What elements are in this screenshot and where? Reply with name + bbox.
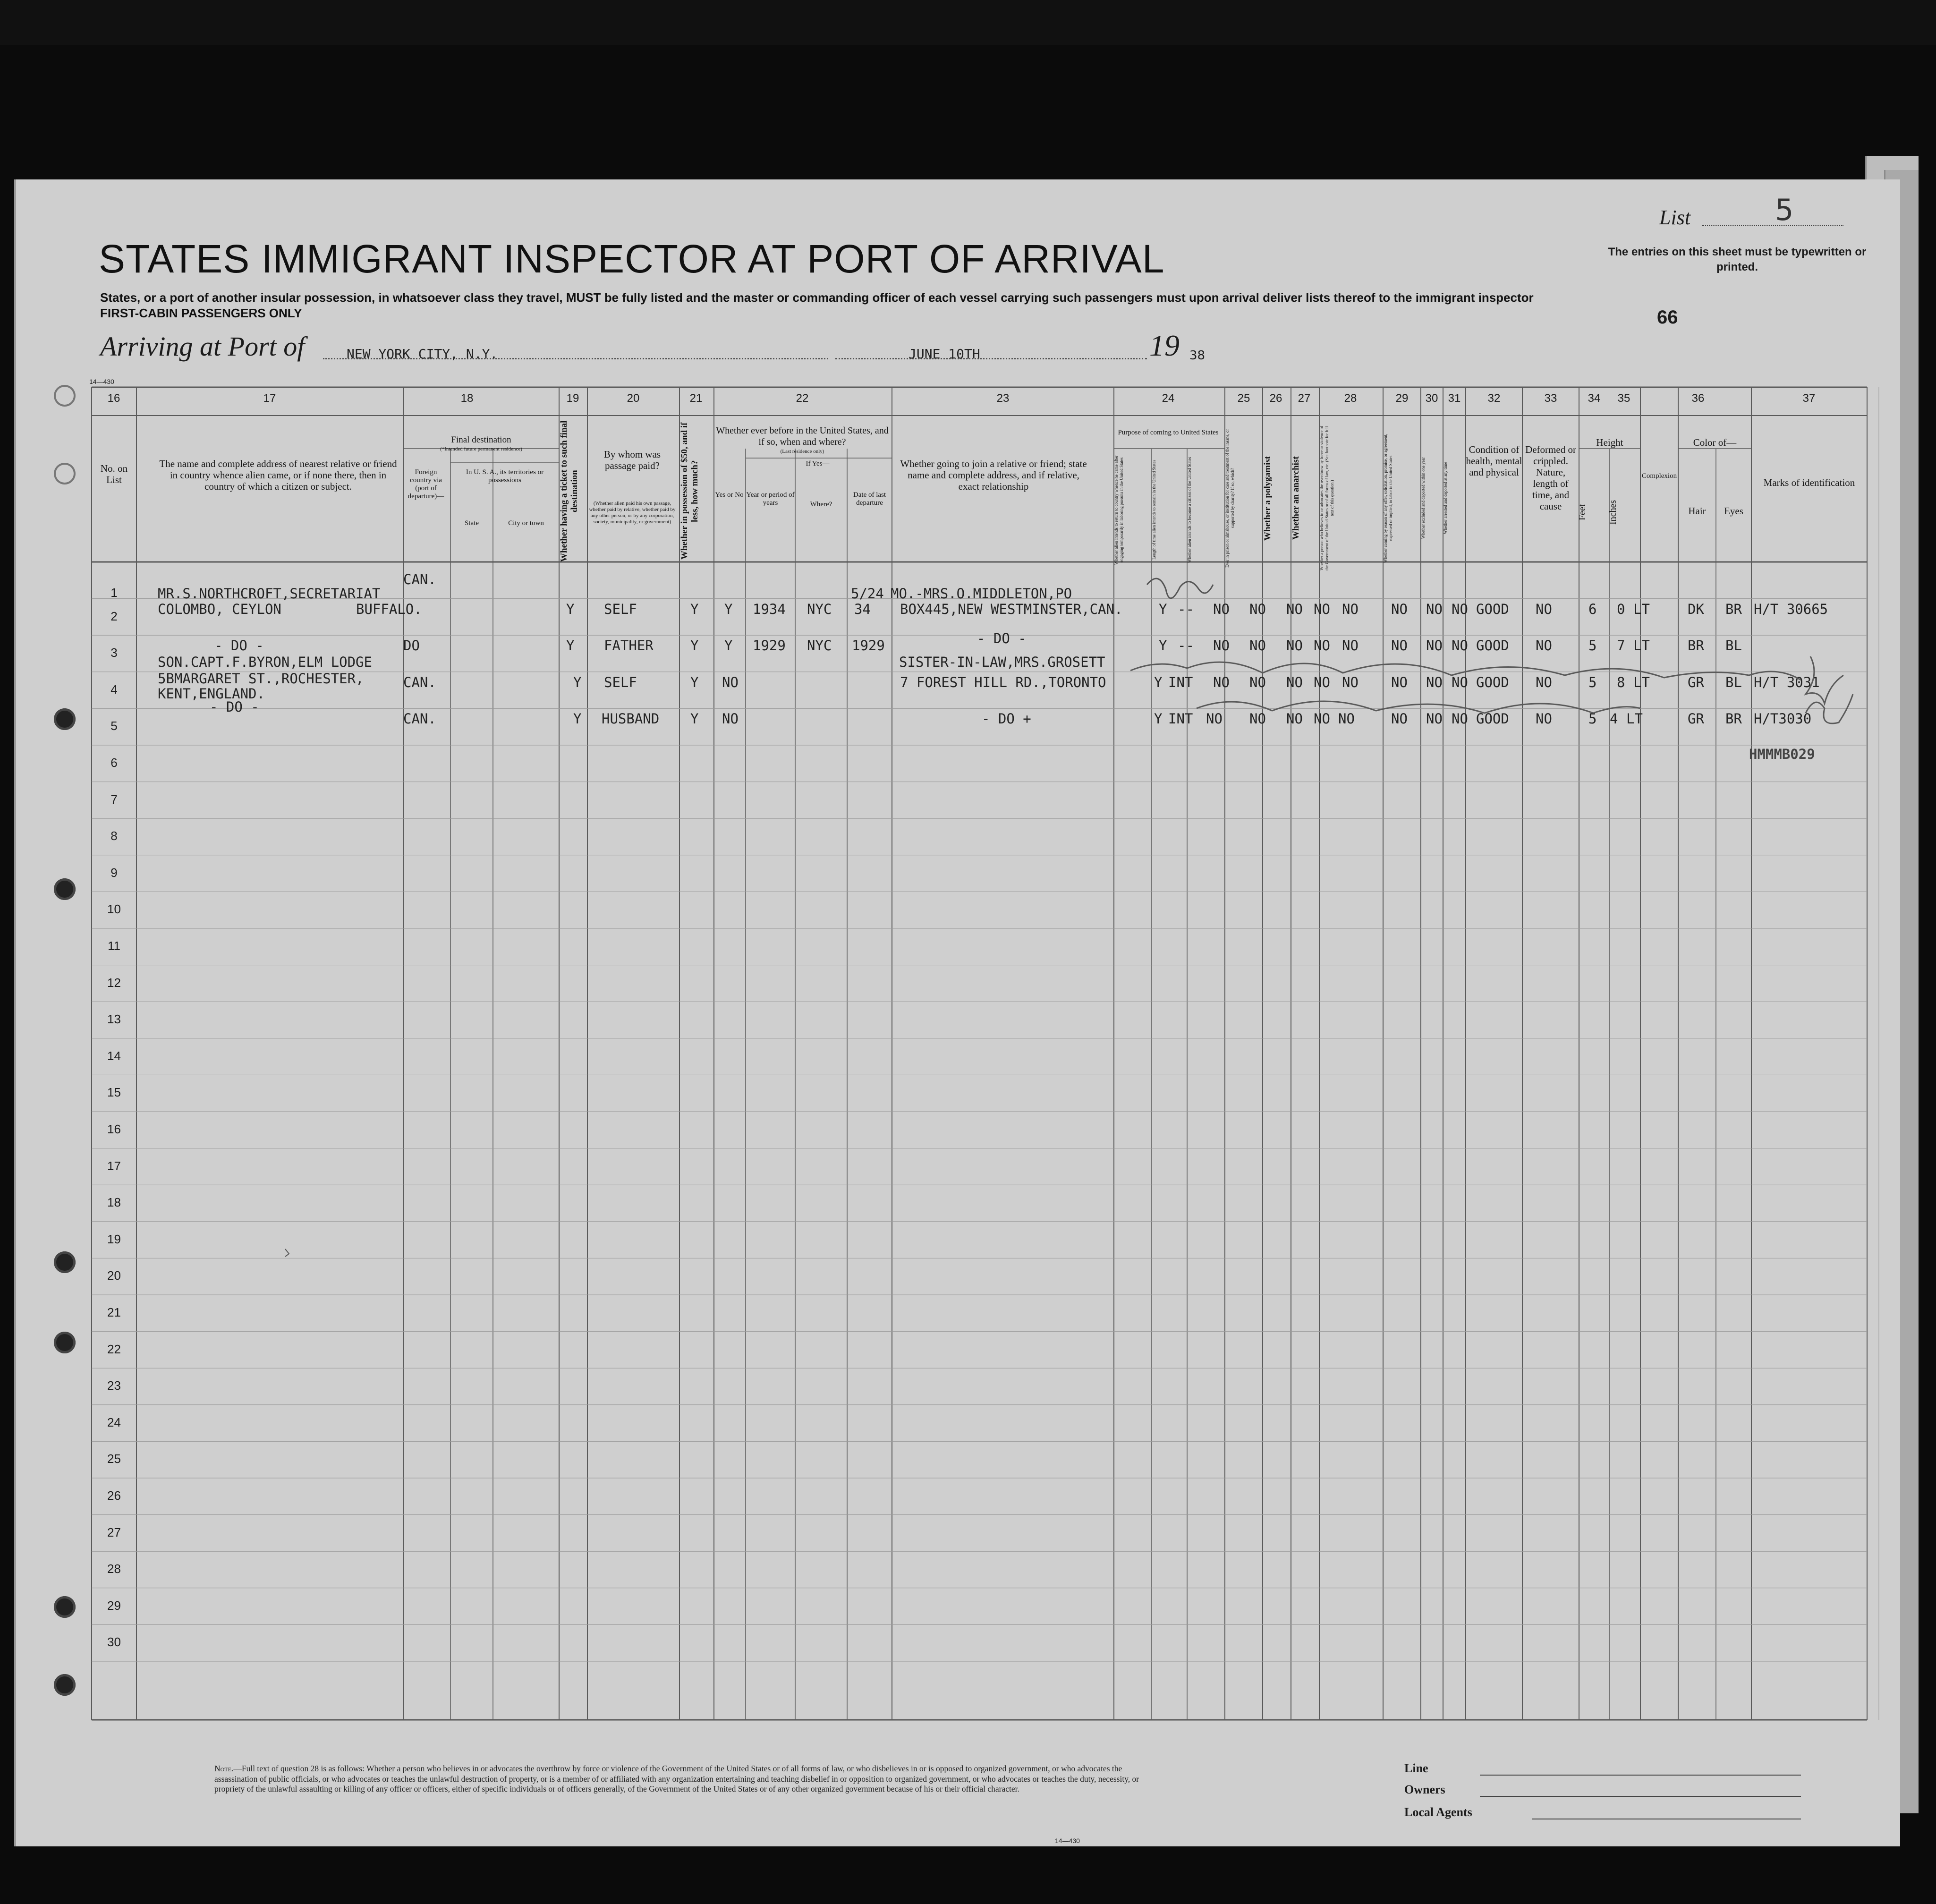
signature-line-rule <box>1480 1775 1801 1776</box>
header-if-yes: If Yes— <box>806 460 830 468</box>
row4-c30: NO <box>1426 711 1443 727</box>
row2-c26: NO <box>1286 638 1303 654</box>
row4-before: NO <box>722 711 739 727</box>
row4-foreign-country: CAN. <box>403 711 436 727</box>
row-number: 26 <box>107 1488 121 1503</box>
row4-marks: H/T3030 <box>1754 711 1812 727</box>
row-number: 13 <box>107 1012 121 1027</box>
row-number: 30 <box>107 1635 121 1649</box>
row1-c26: NO <box>1286 601 1303 617</box>
signature-line-label: Line <box>1404 1761 1428 1775</box>
footnote-question-28 <box>214 1764 1159 1794</box>
row2-c28: NO <box>1342 638 1359 654</box>
row2-c31: NO <box>1452 638 1468 654</box>
row-number: 19 <box>107 1232 121 1246</box>
header-no-on-list: No. on List <box>100 463 128 485</box>
header-purpose-c: Whether alien intends to become a citizen of the United States <box>1187 457 1192 563</box>
row3-c26: NO <box>1286 674 1303 690</box>
column-number: 21 <box>689 392 703 405</box>
row4-complexion: LT <box>1626 711 1643 727</box>
page-title: STATES IMMIGRANT INSPECTOR AT PORT OF ARRIVAL <box>99 237 1165 281</box>
column-number: 24 <box>1162 392 1175 405</box>
column-number: 27 <box>1298 392 1311 405</box>
row2-c30: NO <box>1426 638 1443 654</box>
row1-c29: NO <box>1391 601 1408 617</box>
column-number: 31 <box>1448 392 1461 405</box>
row1-depart-1: 5/24 <box>851 586 884 602</box>
port-value: NEW YORK CITY, N.Y. <box>347 346 498 362</box>
row-number: 12 <box>107 975 121 990</box>
row1-c25: NO <box>1249 601 1266 617</box>
column-number: 29 <box>1395 392 1409 405</box>
row4-eyes: BR <box>1725 711 1742 727</box>
header-before-note: (Last residence only) <box>780 449 824 454</box>
footnote-text: —Full text of question 28 is as follows: Whether a person who believes in or advocates the overthrow by force or violence of the Government of the United States or of all forms of law, or who disbelieves in or is opposed to organized government, or who advocates the assassination of public officials, or who advocates or teaches the unlawful destruction of property, or is a member of or affiliated with any organization entertaining and teaching disbelief in or opposition to organized government, or who advocates or teaches the duty, necessity, or propriety of the unlawful assaulting or killing of any officer or officers, either of specific individuals or of officers generally, of the Government of the United States or of any other organized government because of his or their official character. <box>214 1764 1139 1794</box>
row3-paid: SELF <box>604 674 637 690</box>
row-number: 10 <box>107 902 121 917</box>
row3-money: Y <box>690 674 699 690</box>
row3-purpose-b: INT <box>1168 674 1193 690</box>
row4-ticket: Y <box>573 711 582 727</box>
row1-purpose-a: Y <box>1159 601 1167 617</box>
header-before-us: Whether ever before in the United States, and if so, when and where? <box>716 425 889 447</box>
column-number: 30 <box>1425 392 1438 405</box>
header-marks: Marks of identification <box>1763 477 1855 488</box>
header-date-departure: Date of last departure <box>853 491 886 507</box>
column-number: 34 <box>1588 392 1601 405</box>
header-condition: Condition of health, mental and physical <box>1466 444 1522 478</box>
header-passage-paid: By whom was passage paid? <box>603 449 661 471</box>
row2-deformed: NO <box>1536 638 1552 654</box>
row4-deformed: NO <box>1536 711 1552 727</box>
column-number: 37 <box>1802 392 1816 405</box>
row4-c26: NO <box>1286 711 1303 727</box>
row1-marks: H/T 30665 <box>1754 601 1828 617</box>
row3-c31: NO <box>1452 674 1468 690</box>
row4-c27: NO <box>1314 711 1330 727</box>
header-where: Where? <box>810 501 832 508</box>
header-hair: Hair <box>1688 505 1706 517</box>
header-c31: Whether arrested and deported at any time <box>1443 462 1448 535</box>
row4-paid: HUSBAND <box>602 711 660 727</box>
row1-c27: NO <box>1314 601 1330 617</box>
list-number: 5 <box>1775 193 1794 227</box>
header-foreign-country: Foreign country via (port of departure)— <box>408 468 444 500</box>
row-number: 21 <box>107 1305 121 1319</box>
arriving-label: Arriving at Port of <box>100 331 305 362</box>
row-number: 7 <box>110 792 118 807</box>
row1-inches: 0 <box>1617 601 1625 617</box>
row3-c30: NO <box>1426 674 1443 690</box>
row2-depart: 1929 <box>852 638 885 654</box>
form-code-bottom: 14—430 <box>1055 1837 1080 1844</box>
row3-health: GOOD <box>1476 674 1509 690</box>
row3-feet: 5 <box>1588 674 1597 690</box>
row4-join: - DO + <box>982 711 1031 727</box>
subtitle: States, or a port of another insular possession, in whatsoever class they travel, MUST be fully listed and the master or commanding officer of each vessel carrying such passengers must upon arrival deliver lists thereof to the immigrant inspector <box>100 290 1534 305</box>
row-number: 4 <box>110 682 118 697</box>
row1-deformed: NO <box>1536 601 1552 617</box>
row-number: 15 <box>107 1085 121 1100</box>
row2-feet: 5 <box>1588 638 1597 654</box>
signature-agents-label: Local Agents <box>1404 1805 1472 1819</box>
row2-foreign-country: DO <box>403 638 420 654</box>
header-c25: Ever in prison or almshouse, or institution for care and treatment of the insane, or supported by charity? If so, which? <box>1225 429 1235 568</box>
header-final-destination-note: (*Intended future permanent residence) <box>440 446 522 452</box>
row1-feet: 6 <box>1588 601 1597 617</box>
header-final-destination: Final destination <box>451 435 511 445</box>
header-city: City or town <box>508 519 544 527</box>
row2-inches: 7 <box>1617 638 1625 654</box>
handwritten-annotations <box>16 179 1900 1846</box>
row2-complexion: LT <box>1633 638 1650 654</box>
row-number: 28 <box>107 1562 121 1576</box>
row1-c31: NO <box>1452 601 1468 617</box>
column-number: 28 <box>1344 392 1357 405</box>
header-inches: Inches <box>1608 500 1618 525</box>
row1-hair: DK <box>1688 601 1704 617</box>
row-number: 17 <box>107 1158 121 1173</box>
column-number: 20 <box>627 392 640 405</box>
row3-inches: 8 <box>1617 674 1625 690</box>
row1-relative-line2: COLOMBO, CEYLON <box>158 601 281 617</box>
row1-money: Y <box>690 601 699 617</box>
row3-purpose-a: Y <box>1154 674 1163 690</box>
row1-join-2: BOX445,NEW WESTMINSTER,CAN. <box>900 601 1123 617</box>
entries-note: The entries on this sheet must be typewritten or printed. <box>1608 246 1867 273</box>
row3-c29: NO <box>1391 674 1408 690</box>
row2-before: Y <box>724 638 733 654</box>
header-purpose-a: Whether alien intends to return to country whence he came after engaging temporarily in laboring pursuits in the United States <box>1114 455 1124 565</box>
header-purpose: Purpose of coming to United States <box>1118 429 1219 436</box>
row3-hair: GR <box>1688 674 1704 690</box>
row1-eyes: BR <box>1725 601 1742 617</box>
column-number: 19 <box>566 392 579 405</box>
row3-relative-line1: SON.CAPT.F.BYRON,ELM LODGE <box>158 654 372 670</box>
row4-purpose-c: NO <box>1206 711 1223 727</box>
header-c28: Whether a person who believes in or advocates the overthrow by force or violence of the Government of the United States or of all forms of law, etc. (See footnote for full text of this question.) <box>1319 425 1334 571</box>
header-join-relative: Whether going to join a relative or friend; state name and complete address, and if relative, exact relationship <box>900 458 1087 492</box>
header-complexion: Complexion <box>1641 472 1677 480</box>
row4-relative-line1: KENT,ENGLAND. <box>158 686 265 702</box>
date-value: JUNE 10TH <box>909 346 980 362</box>
row2-paid: FATHER <box>604 638 654 654</box>
header-height: Height <box>1596 437 1623 448</box>
header-c30: Whether excluded and deported within one year <box>1421 457 1426 539</box>
row2-purpose-a: Y <box>1159 638 1167 654</box>
row2-purpose-c: NO <box>1213 638 1230 654</box>
row1-city: BUFFALO. <box>356 601 422 617</box>
row4-purpose-a: Y <box>1154 711 1163 727</box>
row1-relative-line1: MR.S.NORTHCROFT,SECRETARIAT <box>158 586 381 602</box>
row4-c29: NO <box>1391 711 1408 727</box>
header-ticket: Whether having a ticket to such final destination <box>559 420 579 562</box>
row1-before: Y <box>724 601 733 617</box>
column-number: 23 <box>996 392 1010 405</box>
cabin-class: FIRST-CABIN PASSENGERS ONLY <box>100 306 302 320</box>
row4-relative-line2: - DO - <box>210 699 259 715</box>
row1-depart-2: 34 <box>854 601 871 617</box>
row1-foreign-country: CAN. <box>403 571 436 587</box>
column-number: 22 <box>796 392 809 405</box>
row4-purpose-b: INT <box>1168 711 1193 727</box>
row1-ticket: Y <box>566 601 575 617</box>
header-in-usa: In U. S. A., its territories or possessions <box>466 468 544 484</box>
header-purpose-b: Length of time alien intends to remain in the United States <box>1152 460 1156 560</box>
row2-purpose-b: -- <box>1178 638 1194 654</box>
row3-complexion: LT <box>1633 674 1650 690</box>
row-number: 27 <box>107 1525 121 1539</box>
row2-years: 1929 <box>753 638 786 654</box>
row3-c25: NO <box>1249 674 1266 690</box>
row3-c28: NO <box>1342 674 1359 690</box>
header-eyes: Eyes <box>1724 505 1743 517</box>
row4-c25: NO <box>1249 711 1266 727</box>
year-suffix: 38 <box>1189 348 1206 363</box>
row4-hair: GR <box>1688 711 1704 727</box>
overprint-stamp: HMMMB029 <box>1749 746 1815 762</box>
header-c29: Whether coming by reason of any offer, solicitation, promise, or agreement, expressed or implied, to labor in the United States <box>1383 434 1393 563</box>
column-number: 32 <box>1487 392 1501 405</box>
column-number: 18 <box>460 392 474 405</box>
row-number: 25 <box>107 1452 121 1466</box>
signature-owners-rule <box>1480 1796 1801 1797</box>
row3-marks: H/T 3031 <box>1754 674 1820 690</box>
row1-complexion: LT <box>1633 601 1650 617</box>
row2-hair: BR <box>1688 638 1704 654</box>
row3-before: NO <box>722 674 739 690</box>
row-number: 16 <box>107 1122 121 1136</box>
row-number: 9 <box>110 865 118 880</box>
row1-years: 1934 <box>753 601 786 617</box>
row2-relative: - DO - <box>214 638 264 654</box>
form-code-top: 14—430 <box>89 378 114 385</box>
row4-inches: 4 <box>1610 711 1618 727</box>
row-number: 23 <box>107 1378 121 1393</box>
header-money: Whether in possession of $50, and if less, how much? <box>679 422 700 560</box>
row-number: 5 <box>110 719 118 733</box>
list-label: List <box>1659 206 1691 229</box>
row-number: 18 <box>107 1195 121 1210</box>
header-feet: Feet <box>1577 504 1588 521</box>
header-nearest-relative: The name and complete address of nearest relative or friend in country whence alien came, or if none there, then in country of which a citizen or subject. <box>159 458 397 492</box>
column-number: 16 <box>107 392 120 405</box>
scan-top-border <box>0 0 1936 45</box>
row-number: 22 <box>107 1342 121 1356</box>
row1-health: GOOD <box>1476 601 1509 617</box>
row1-c28: NO <box>1342 601 1359 617</box>
header-deformed: Deformed or crippled. Nature, length of time, and cause <box>1525 444 1576 512</box>
row4-c28: NO <box>1338 711 1355 727</box>
row3-eyes: BL <box>1725 674 1742 690</box>
row-number: 20 <box>107 1268 121 1283</box>
row1-where: NYC <box>807 601 832 617</box>
row2-eyes: BL <box>1725 638 1742 654</box>
row-number: 14 <box>107 1048 121 1063</box>
row-number: 8 <box>110 829 118 843</box>
year-prefix: 19 <box>1149 329 1180 362</box>
footnote-lead: Note. <box>214 1764 234 1773</box>
row1-purpose-c: NO <box>1213 601 1230 617</box>
header-color-of: Color of— <box>1693 437 1737 448</box>
row4-c31: NO <box>1452 711 1468 727</box>
row1-paid: SELF <box>604 601 637 617</box>
row4-money: Y <box>690 711 699 727</box>
row2-join: - DO - <box>977 630 1027 646</box>
row3-purpose-c: NO <box>1213 674 1230 690</box>
row3-ticket: Y <box>573 674 582 690</box>
row4-health: GOOD <box>1476 711 1509 727</box>
row-number: 29 <box>107 1598 121 1613</box>
row3-c27: NO <box>1314 674 1330 690</box>
column-number: 35 <box>1617 392 1630 405</box>
row2-health: GOOD <box>1476 638 1509 654</box>
row-number: 11 <box>108 939 120 953</box>
row2-c27: NO <box>1314 638 1330 654</box>
signature-owners-label: Owners <box>1404 1783 1445 1796</box>
row3-join-2: 7 FOREST HILL RD.,TORONTO <box>900 674 1106 690</box>
row1-purpose-b: -- <box>1178 601 1194 617</box>
header-yes-no: Yes or No <box>715 491 744 499</box>
row-number: 2 <box>110 609 118 623</box>
row2-ticket: Y <box>566 638 575 654</box>
row-number: 6 <box>110 756 118 770</box>
header-anarchist: Whether an anarchist <box>1291 456 1301 540</box>
column-number: 26 <box>1269 392 1282 405</box>
sheet-number: 66 <box>1657 307 1678 328</box>
column-number: 17 <box>263 392 276 405</box>
header-year-period: Year or period of years <box>746 491 795 507</box>
row4-feet: 5 <box>1588 711 1597 727</box>
row3-deformed: NO <box>1536 674 1552 690</box>
row-number: 1 <box>110 586 118 600</box>
column-number: 25 <box>1237 392 1250 405</box>
row1-c30: NO <box>1426 601 1443 617</box>
column-number: 33 <box>1544 392 1557 405</box>
row-number: 3 <box>110 646 118 660</box>
row2-c25: NO <box>1249 638 1266 654</box>
manifest-sheet <box>14 179 1900 1846</box>
row2-money: Y <box>690 638 699 654</box>
row3-relative-line2: 5BMARGARET ST.,ROCHESTER, <box>158 671 364 687</box>
column-number: 36 <box>1691 392 1705 405</box>
header-polygamist: Whether a polygamist <box>1263 456 1273 541</box>
row1-join-1: MO.-MRS.O.MIDDLETON,PO <box>891 586 1072 602</box>
row2-c29: NO <box>1391 638 1408 654</box>
row3-join-1: SISTER-IN-LAW,MRS.GROSETT <box>899 654 1105 670</box>
header-state: State <box>465 519 479 527</box>
row3-foreign-country: CAN. <box>403 674 436 690</box>
row2-where: NYC <box>807 638 832 654</box>
header-passage-note: (Whether alien paid his own passage, whether paid by relative, whether paid by any other person, or by any corporation, society, municipality, or government) <box>589 501 676 525</box>
row-number: 24 <box>107 1415 121 1429</box>
